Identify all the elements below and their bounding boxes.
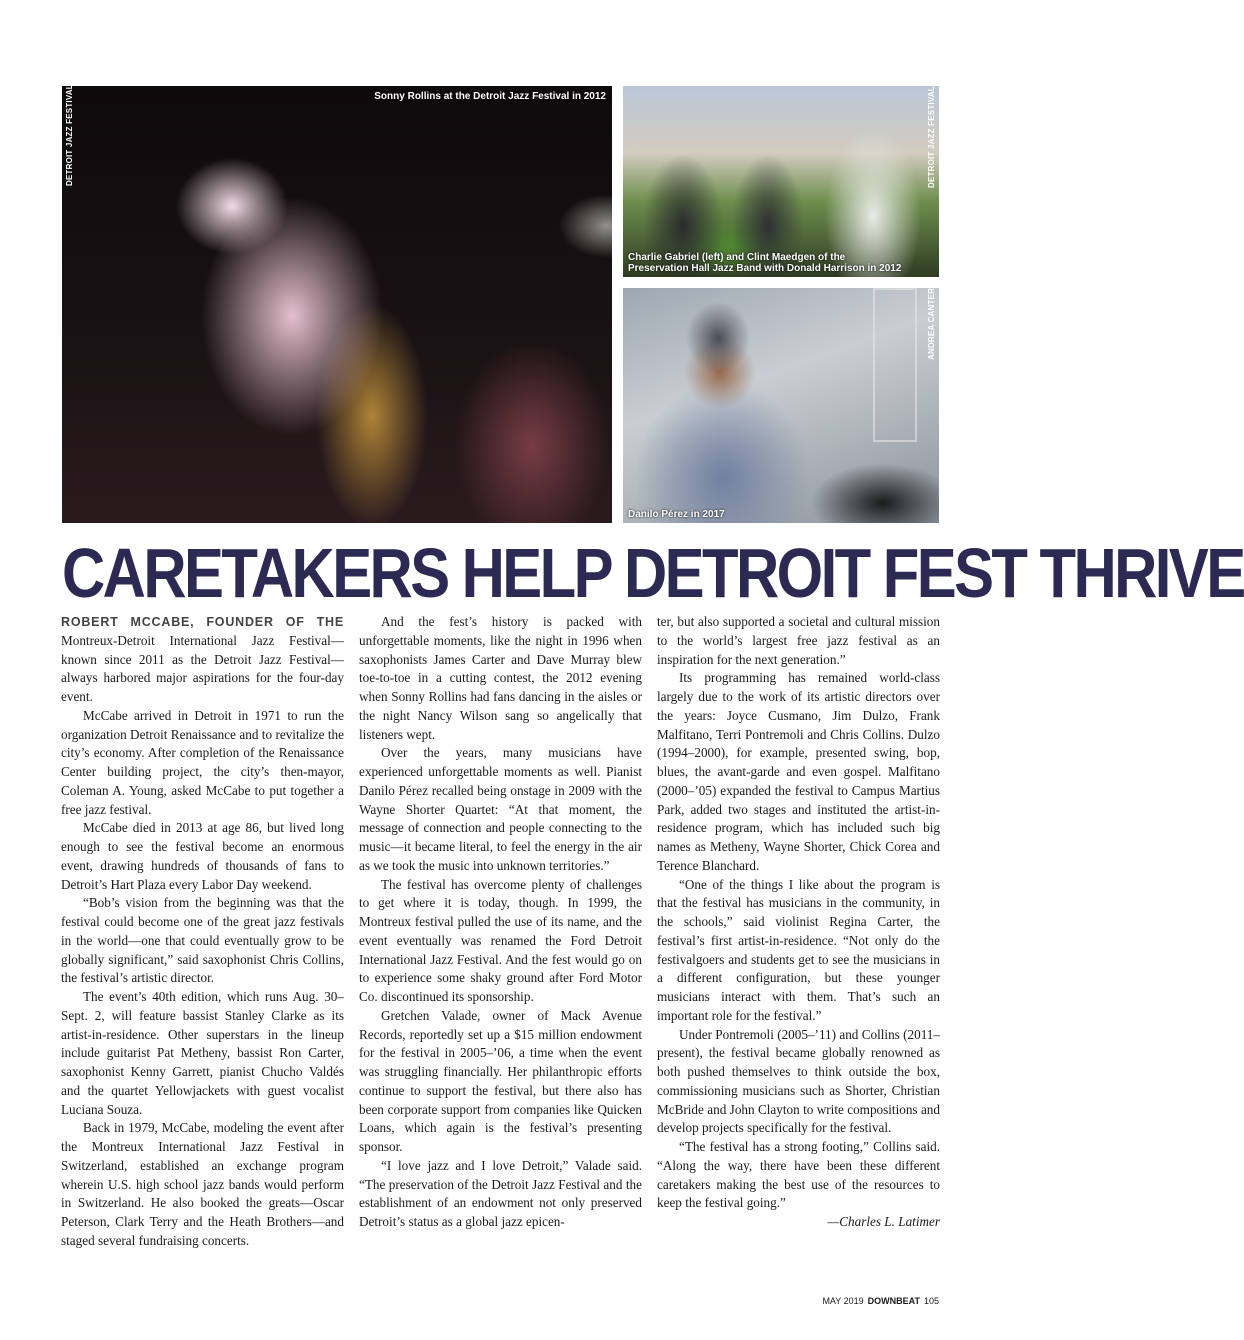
article-paragraph: The festival has overcome plenty of challenges to get where it is today, though. In 1999, the Montreux festival pulled the use of its name, and the event eventually was renamed the Ford Detroit International Jazz Festival. And the fest would go on to experience some shaky ground after Ford Motor Co. discontinued its sponsorship. (359, 876, 642, 1004)
article-paragraph: “Bob’s vision from the beginning was that the festival could become one of the great jazz festivals in the world—one that could eventually grow to be globally significant,” said saxophonist Chris Collins, the festival’s artistic director. (61, 895, 344, 986)
article-paragraph: Back in 1979, McCabe, modeling the event after the Montreux International Jazz Festival in Switzerland, established an exchange program wherein U.S. high school jazz bands would perform in Switzerland. He also booked the greats—Oscar Peterson, Clark Terry and the Heath Brothers—and staged several fundraising concerts. (61, 1120, 344, 1248)
article-column-2 (359, 613, 642, 1232)
article-paragraph: Gretchen Valade, owner of Mack Avenue Records, reportedly set up a $15 million endowment for the festival in 2005–’06, a time when the event was struggling financially. Her philanthropic efforts continue to support the festival, but there also has been corporate support from companies like Quicken Loans, which again is the festival’s presenting sponsor. (359, 1007, 642, 1154)
photo-credit-top-right: DETROIT JAZZ FESTIVAL (927, 86, 936, 188)
article-paragraph: ter, but also supported a societal and cultural mission to the world’s largest free jazz festival as an inspiration for the next generation.” (657, 614, 940, 667)
folio-page-number: 105 (923, 1296, 939, 1306)
photo-caption-bottom-right: Danilo Pérez in 2017 (628, 509, 725, 520)
article-column-1 (61, 613, 344, 1251)
article-paragraph: Under Pontremoli (2005–’11) and Collins (2011–present), the festival became globally renowned as both pushed themselves to think outside the box, commissioning musicians such as Shorter, Christian McBride and John Clayton to write compositions and develop projects specifically for the festival. (657, 1026, 940, 1136)
page-folio (818, 1296, 939, 1306)
stage-truss (873, 288, 917, 442)
article-paragraph: “I love jazz and I love Detroit,” Valade said. “The preservation of the Detroit Jazz Festival and the establishment of an endowment not only preserved Detroit’s status as a global jazz epicen- (359, 1157, 642, 1229)
article-paragraph: The event’s 40th edition, which runs Aug. 30–Sept. 2, will feature bassist Stanley Clarke as its artist-in-residence. Other superstars in the lineup include guitarist Pat Metheny, bassist Ron Carter, saxophonist Kenny Garrett, pianist Chucho Valdés and the quartet Yellowjackets with guest vocalist Luciana Souza. (61, 989, 344, 1117)
article-paragraph: ROBERT MCCABE, FOUNDER OF THE Montreux-Detroit International Jazz Festival—known since 2011 as the Detroit Jazz Festival—always harbored major aspirations for the four-day event. (61, 615, 344, 704)
article-paragraph: And the fest’s history is packed with unforgettable moments, like the night in 1996 when saxophonists James Carter and Dave Murray blew toe-to-toe in a cutting contest, the 2012 evening when Sonny Rollins had fans dancing in the aisles or the night Nancy Wilson sang so angelically that listeners wept. (359, 614, 642, 742)
article-paragraph: “One of the things I like about the program is that the festival has musicians in the community, in the schools,” said violinist Regina Carter, the festival’s first artist-in-residence. “Not only do the festivalgoers and students get to see the musicians in a different configuration, but these younger musicians interact with them. That’s such an important role for the festival.” (657, 876, 940, 1023)
photo-preservation-hall-band (623, 86, 939, 277)
article-paragraph: McCabe arrived in Detroit in 1971 to run the organization Detroit Renaissance and to revitalize the city’s economy. After completion of the Renaissance Center building project, the city’s then-mayor, Coleman A. Young, asked McCabe to put together a free jazz festival. (61, 707, 344, 817)
article-paragraph: McCabe died in 2013 at age 86, but lived long enough to see the festival become an enormous event, drawing hundreds of thousands of fans to Detroit’s Hart Plaza every Labor Day weekend. (61, 820, 344, 892)
photo-caption-top-right (628, 252, 901, 274)
article-paragraph: Over the years, many musicians have experienced unforgettable moments as well. Pianist Danilo Pérez recalled being onstage in 2009 with the Wayne Shorter Quartet: “At that moment, the message of connection and people connecting to the music—it became literal, to feel the energy in the air as we took the music into unknown territories.” (359, 745, 642, 873)
photo-sonny-rollins (62, 86, 612, 523)
photo-caption-top-right-line2: Preservation Hall Jazz Band with Donald Harrison in 2012 (628, 263, 902, 274)
photo-caption-top-right-line1: Charlie Gabriel (left) and Clint Maedgen of the (628, 252, 846, 263)
article-byline: —Charles L. Latimer (827, 1214, 940, 1229)
article-headline: CARETAKERS HELP DETROIT FEST THRIVE (62, 534, 1244, 612)
photo-danilo-perez (623, 288, 939, 523)
photo-credit-bottom-right: ANDREA CANTER (927, 287, 936, 360)
photo-caption-main: Sonny Rollins at the Detroit Jazz Festival in 2012 (374, 91, 606, 102)
folio-magazine: DOWNBEAT (867, 1296, 920, 1306)
article-column-3 (657, 613, 940, 1232)
lead-in: ROBERT MCCABE, FOUNDER OF THE (61, 615, 344, 629)
article-paragraph: Its programming has remained world-class largely due to the work of its artistic directors over the years: Joyce Cusmano, Jim Dulzo, Frank Malfitano, Terri Pontremoli and Chris Collins. Dulzo (1994–2000), for example, presented swing, bop, blues, the avant-garde and even gospel. Malfitano (2000–’05) expanded the festival to Campus Martius Park, added two stages and instituted the artist-in-residence program, which has included such big names as Metheny, Wayne Shorter, Chick Corea and Terence Blanchard. (657, 670, 940, 873)
folio-date: MAY 2019 (822, 1296, 864, 1306)
photo-credit-main: DETROIT JAZZ FESTIVAL (65, 84, 74, 186)
article-paragraph: “The festival has a strong footing,” Collins said. “Along the way, there have been these different caretakers making the best use of the resources to keep the festival going.” (657, 1139, 940, 1211)
